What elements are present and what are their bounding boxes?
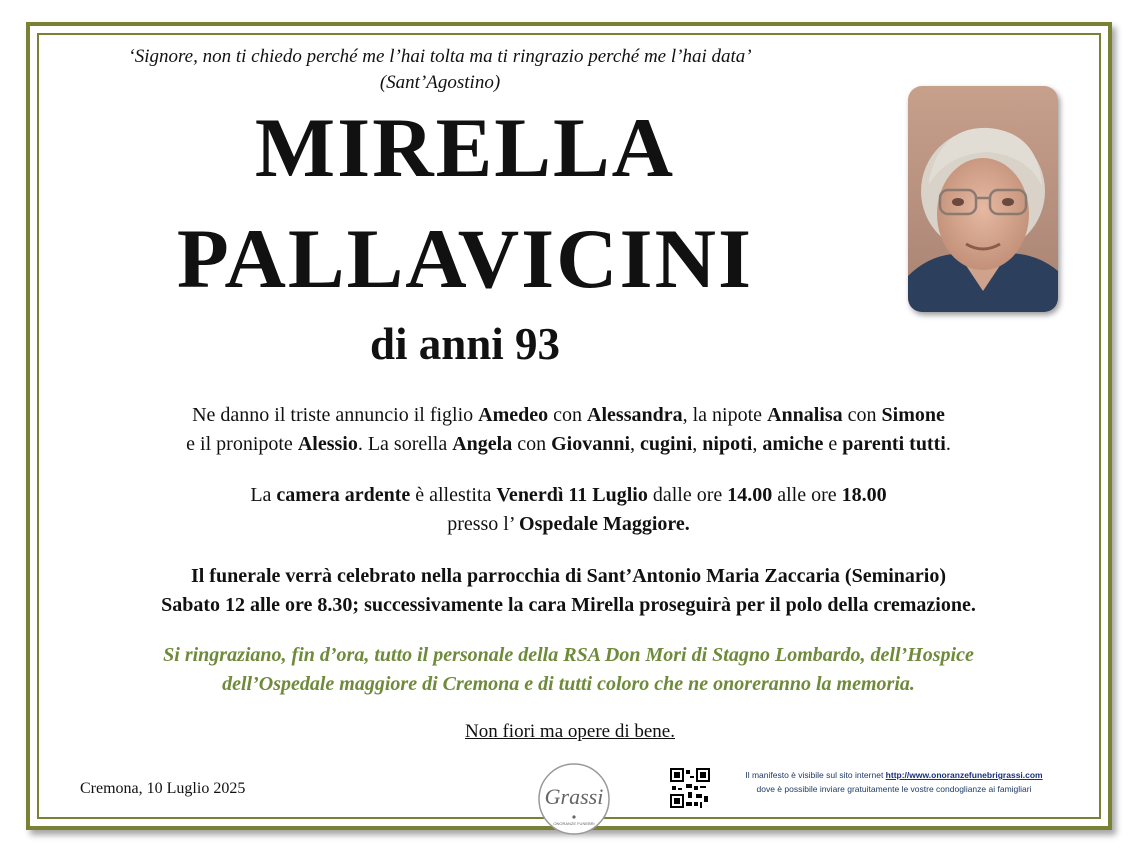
announcement	[40, 401, 1097, 459]
relatives: amiche	[762, 433, 824, 455]
wake-end: 18.00	[841, 484, 887, 506]
relatives: nipoti	[702, 433, 753, 455]
logo-tagline: ONORANZE FUNEBRI	[553, 821, 595, 826]
relative-name: Alessandra	[587, 404, 683, 426]
text: ,	[752, 433, 763, 455]
text: ,	[630, 433, 641, 455]
logo-mark	[531, 762, 617, 842]
qr-code-graphic	[670, 768, 710, 808]
site-note-line-1	[714, 768, 1074, 782]
last-name: PALLAVICINI	[176, 212, 754, 306]
wake-line-1	[40, 481, 1097, 510]
portrait-photo	[908, 86, 1058, 312]
site-note-text: Il manifesto è visibile sul sito internet	[745, 770, 886, 780]
text: alle ore	[772, 484, 842, 506]
website-link[interactable]: http://www.onoranzefunebrigrassi.com	[885, 770, 1043, 780]
thanks-line-2: dell’Ospedale maggiore di Cremona e di tutti coloro che ne onoreranno la memoria.	[222, 673, 915, 695]
funeral-info	[40, 562, 1097, 620]
text: con	[548, 404, 588, 426]
site-note-line-2: dove è possibile inviare gratuitamente le vostre condoglianze ai famigliari	[756, 784, 1032, 794]
wake-label: camera ardente	[276, 484, 411, 506]
relatives: cugini	[640, 433, 693, 455]
thanks	[40, 641, 1097, 699]
quote-author: (Sant’Agostino)	[379, 72, 501, 93]
text: ,	[692, 433, 703, 455]
text: con	[512, 433, 552, 455]
text: e	[823, 433, 843, 455]
funeral-line-2: Sabato 12 alle ore 8.30; successivamente la cara Mirella proseguirà per il polo della cremazione.	[161, 594, 976, 616]
wake-start: 14.00	[727, 484, 773, 506]
portrait-illustration	[908, 86, 1058, 312]
no-flowers-note: Non fiori ma opere di bene.	[465, 721, 675, 742]
relative-name: Simone	[881, 404, 945, 426]
grassi-logo	[531, 762, 617, 842]
wake-location: Ospedale Maggiore.	[519, 513, 690, 535]
great-grandson-name: Alessio	[297, 433, 358, 455]
quote	[40, 44, 840, 96]
text: , la nipote	[682, 404, 768, 426]
qr-code-icon	[670, 768, 710, 808]
announcement-line-2	[40, 430, 1097, 459]
relative-name: Giovanni	[551, 433, 631, 455]
wake-date: Venerdì 11 Luglio	[496, 484, 648, 506]
announcement-line-1	[40, 401, 1097, 430]
age: di anni 93	[369, 319, 561, 369]
text: con	[842, 404, 882, 426]
text: presso l’	[447, 513, 520, 535]
funeral-line-1: Il funerale verrà celebrato nella parrocchia di Sant’Antonio Maria Zaccaria (Seminario)	[190, 565, 947, 587]
thanks-line-1: Si ringraziano, fin d’ora, tutto il personale della RSA Don Mori di Stagno Lombardo, dell’Hospice	[163, 644, 974, 666]
sister-name: Angela	[452, 433, 513, 455]
text: . La sorella	[357, 433, 453, 455]
quote-text: ‘Signore, non ti chiedo perché me l’hai tolta ma ti ringrazio perché me l’hai data’	[128, 46, 752, 67]
son-name: Amedeo	[478, 404, 549, 426]
text: La	[250, 484, 277, 506]
logo-name: Grassi	[544, 784, 604, 809]
first-name: MIRELLA	[254, 101, 676, 195]
granddaughter-name: Annalisa	[767, 404, 843, 426]
text: Ne danno il triste annuncio il figlio	[192, 404, 479, 426]
relatives: parenti tutti	[842, 433, 946, 455]
text: e il pronipote	[186, 433, 298, 455]
text: dalle ore	[647, 484, 728, 506]
wake-line-2	[40, 510, 1097, 539]
place-date: Cremona, 10 Luglio 2025	[80, 780, 246, 797]
text: .	[945, 433, 951, 455]
site-note	[714, 768, 1074, 796]
text: è allestita	[410, 484, 497, 506]
wake-info	[40, 481, 1097, 539]
